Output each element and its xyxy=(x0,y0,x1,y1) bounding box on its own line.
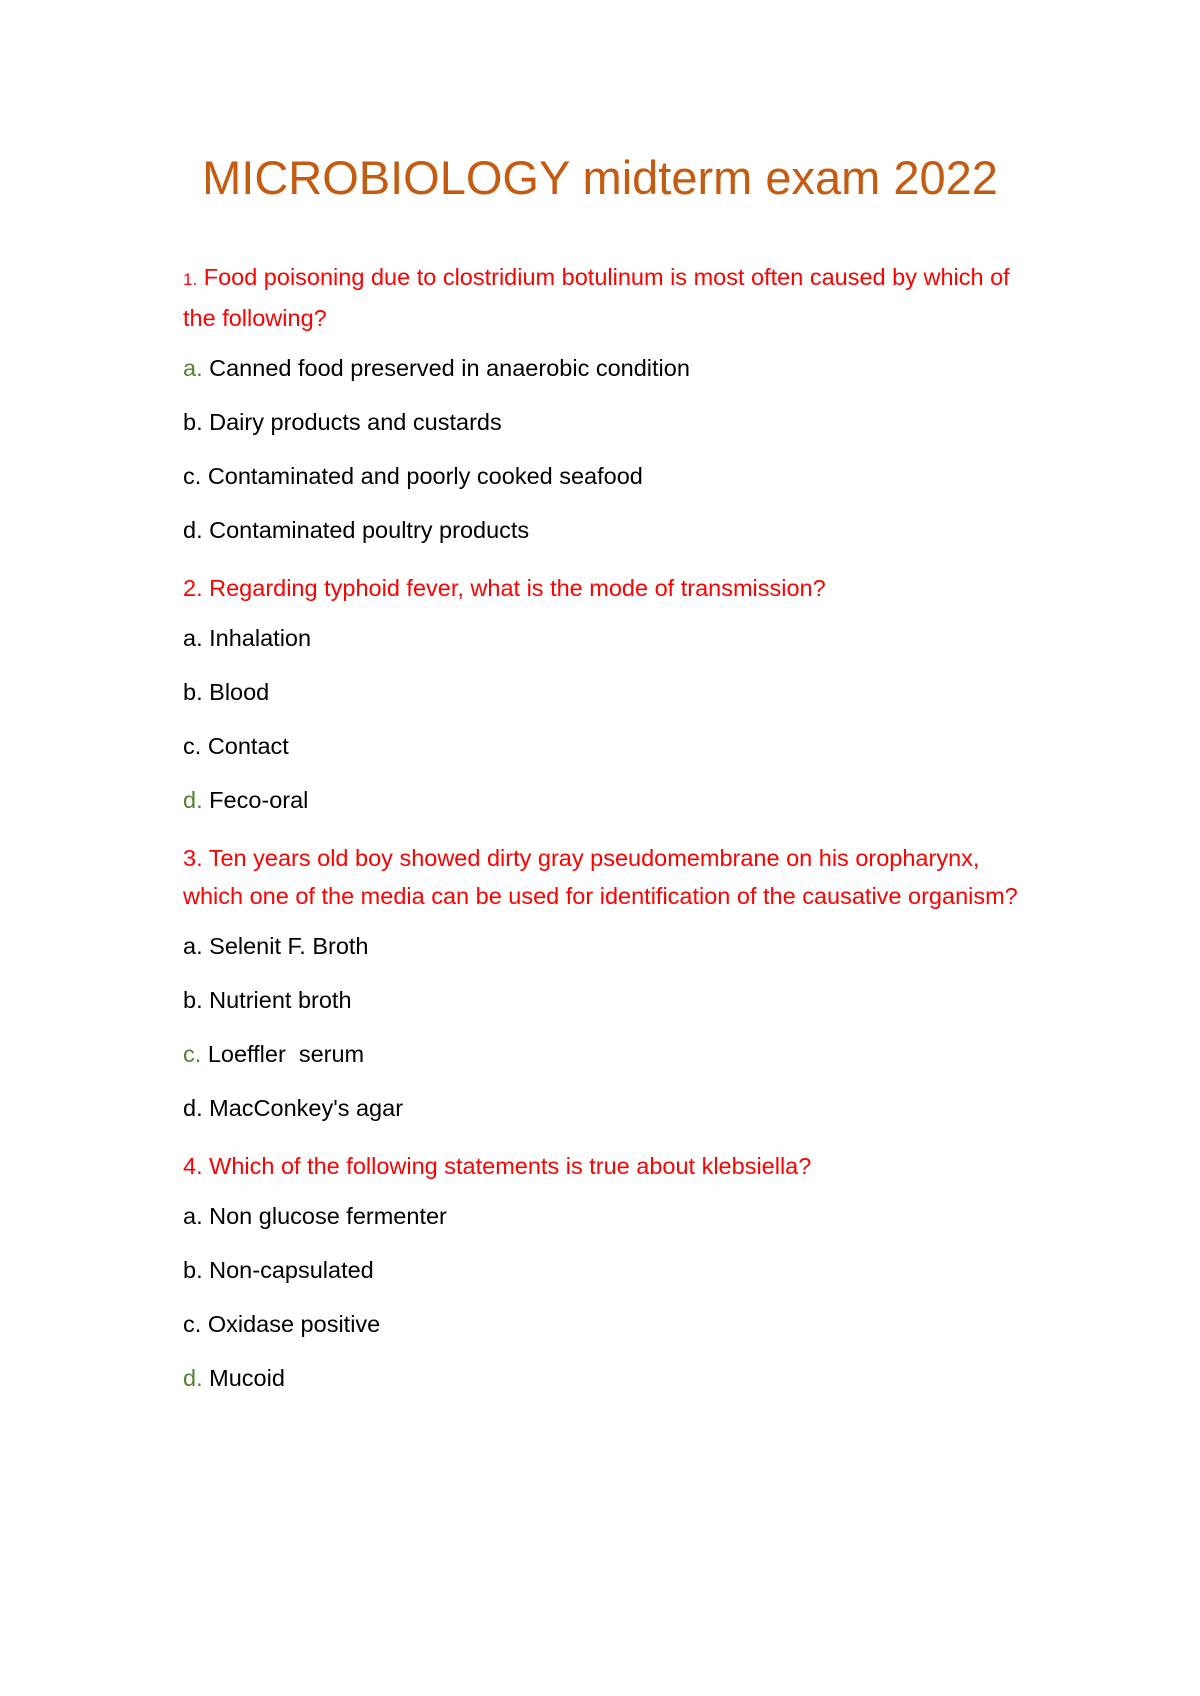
page-title: MICROBIOLOGY midterm exam 2022 xyxy=(202,151,998,204)
option-text: Oxidase positive xyxy=(207,1311,381,1337)
option-letter: c. xyxy=(183,1311,202,1337)
option-letter: a. xyxy=(183,933,203,959)
option-text: Selenit F. Broth xyxy=(209,933,369,959)
option-3b xyxy=(183,985,1043,1015)
option-2b xyxy=(183,677,1043,707)
option-letter: b. xyxy=(183,987,203,1013)
question-text: Regarding typhoid fever, what is the mode of transmission? xyxy=(209,575,826,601)
option-text: Dairy products and custards xyxy=(209,409,502,435)
option-letter: c. xyxy=(183,463,202,489)
question-text: Ten years old boy showed dirty gray pseudomembrane on his oropharynx, which one of the media can be used for identification of the causative organism? xyxy=(183,845,1018,909)
option-4c xyxy=(183,1309,1043,1339)
question-number: 1. xyxy=(183,270,198,289)
question-list xyxy=(183,258,1043,1417)
option-3a xyxy=(183,931,1043,961)
option-letter: c. xyxy=(183,733,202,759)
question-text: Which of the following statements is true about klebsiella? xyxy=(209,1153,812,1179)
option-text: Nutrient broth xyxy=(209,987,352,1013)
question-text: Food poisoning due to clostridium botulinum is most often caused by which of the following? xyxy=(183,264,1010,331)
question-3 xyxy=(183,839,1043,915)
option-text: Blood xyxy=(209,679,270,705)
question-4 xyxy=(183,1147,1043,1185)
option-3c xyxy=(183,1039,1043,1069)
option-text: MacConkey's agar xyxy=(209,1095,404,1121)
option-text: Non glucose fermenter xyxy=(209,1203,447,1229)
option-letter: d. xyxy=(183,1365,203,1391)
option-text: Loeffler serum xyxy=(207,1041,365,1067)
option-text: Contact xyxy=(207,733,289,759)
option-text: Inhalation xyxy=(209,625,312,651)
option-2c xyxy=(183,731,1043,761)
option-letter: c. xyxy=(183,1041,202,1067)
option-1a xyxy=(183,353,1043,383)
option-2a xyxy=(183,623,1043,653)
option-letter: d. xyxy=(183,1095,203,1121)
option-4b xyxy=(183,1255,1043,1285)
option-text: Non-capsulated xyxy=(209,1257,374,1283)
option-1b xyxy=(183,407,1043,437)
option-text: Contaminated poultry products xyxy=(209,517,530,543)
option-1c xyxy=(183,461,1043,491)
question-number: 2. xyxy=(183,575,203,601)
question-2 xyxy=(183,569,1043,607)
option-letter: d. xyxy=(183,787,203,813)
question-number: 3. xyxy=(183,845,203,871)
option-4a xyxy=(183,1201,1043,1231)
option-letter: b. xyxy=(183,409,203,435)
option-text: Feco-oral xyxy=(209,787,309,813)
option-letter: b. xyxy=(183,1257,203,1283)
option-letter: a. xyxy=(183,625,203,651)
option-text: Contaminated and poorly cooked seafood xyxy=(207,463,643,489)
option-letter: d. xyxy=(183,517,203,543)
option-3d xyxy=(183,1093,1043,1123)
option-text: Canned food preserved in anaerobic condition xyxy=(209,355,690,381)
option-1d xyxy=(183,515,1043,545)
option-letter: b. xyxy=(183,679,203,705)
question-1 xyxy=(183,258,1043,337)
option-4d xyxy=(183,1363,1043,1393)
option-2d xyxy=(183,785,1043,815)
option-letter: a. xyxy=(183,355,203,381)
option-letter: a. xyxy=(183,1203,203,1229)
question-number: 4. xyxy=(183,1153,203,1179)
option-text: Mucoid xyxy=(209,1365,285,1391)
